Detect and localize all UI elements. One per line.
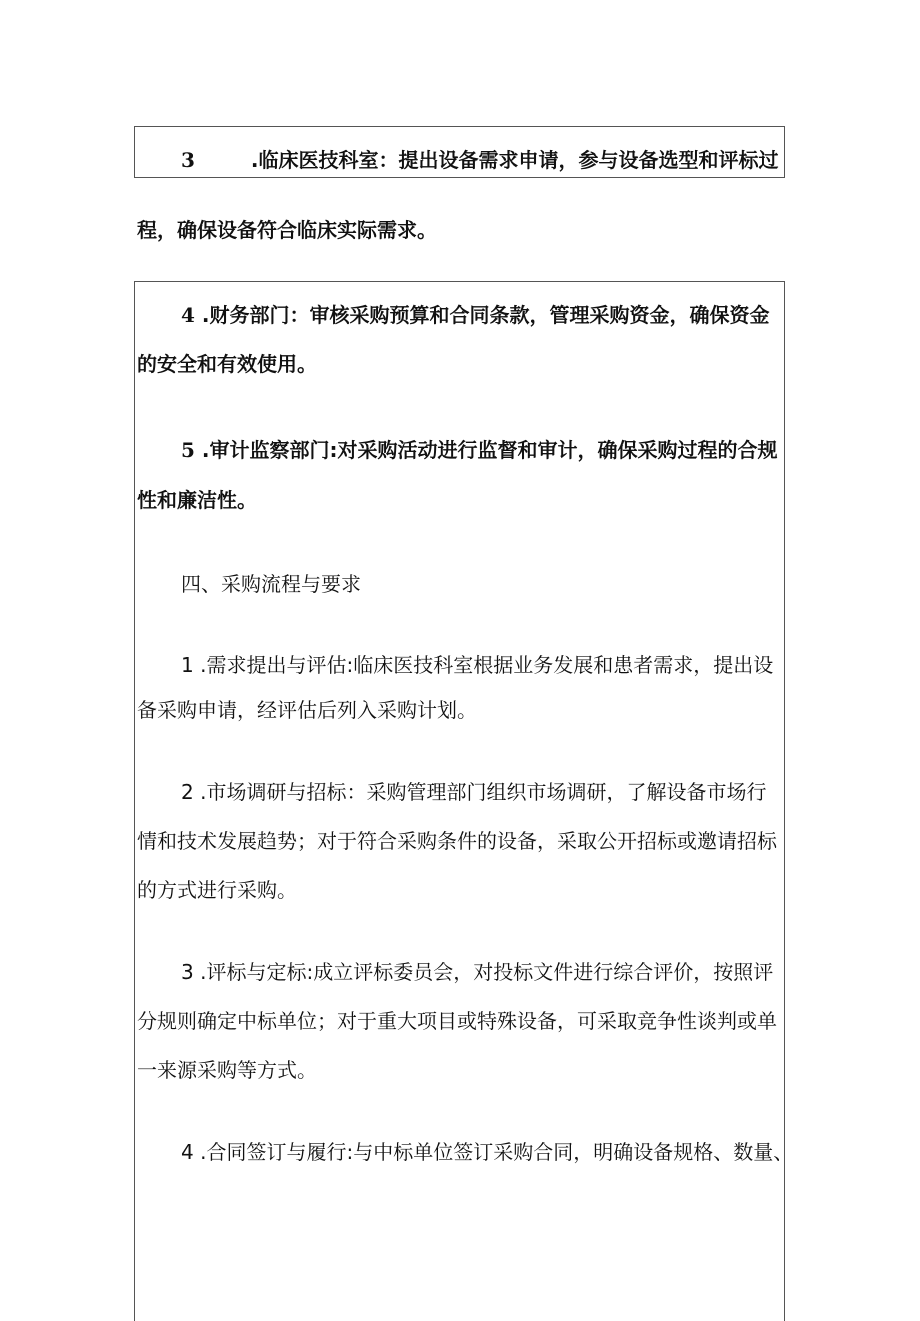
step-2-line-1 <box>137 778 785 806</box>
item-text: .需求提出与评估:临床医技科室根据业务发展和患者需求，提出设 <box>200 653 774 677</box>
item-text: .审计监察部门:对采购活动进行监督和审计，确保采购过程的合规 <box>201 438 778 462</box>
step-2-line-3: 的方式进行采购。 <box>137 878 297 902</box>
step-3-line-1 <box>137 958 785 986</box>
step-3-line-2: 分规则确定中标单位；对于重大项目或特殊设备，可采取竞争性谈判或单 <box>137 1009 777 1033</box>
paragraph-3-line-2: 程，确保设备符合临床实际需求。 <box>137 218 437 242</box>
step-1-line-1 <box>137 651 785 679</box>
item-number: 1 <box>181 653 194 677</box>
item-number: 5 <box>181 438 195 462</box>
item-text: .合同签订与履行:与中标单位签订采购合同，明确设备规格、数量、 <box>200 1140 794 1164</box>
step-4-line-1 <box>137 1138 794 1166</box>
item-text: .财务部门：审核采购预算和合同条款，管理采购资金，确保资金 <box>201 303 770 327</box>
item-number: 4 <box>181 303 195 327</box>
step-1-line-2: 备采购申请，经评估后列入采购计划。 <box>137 698 477 722</box>
paragraph-5-line-1 <box>137 436 785 464</box>
paragraph-5-line-2: 性和廉洁性。 <box>137 488 257 512</box>
item-number: 4 <box>181 1140 194 1164</box>
paragraph-3-line-1 <box>137 146 785 174</box>
step-2-line-2: 情和技术发展趋势；对于符合采购条件的设备，采取公开招标或邀请招标 <box>137 829 777 853</box>
item-text: .市场调研与招标：采购管理部门组织市场调研，了解设备市场行 <box>200 780 767 804</box>
item-text: .评标与定标:成立评标委员会，对投标文件进行综合评价，按照评 <box>200 960 774 984</box>
paragraph-4-line-1 <box>137 301 785 329</box>
step-3-line-3: 一来源采购等方式。 <box>137 1058 317 1082</box>
item-number: 3 <box>181 148 195 172</box>
section-heading: 四、采购流程与要求 <box>181 572 361 596</box>
item-number: 2 <box>181 780 194 804</box>
item-number: 3 <box>181 960 194 984</box>
item-text: .临床医技科室：提出设备需求申请，参与设备选型和评标过 <box>250 148 779 172</box>
paragraph-4-line-2: 的安全和有效使用。 <box>137 352 317 376</box>
